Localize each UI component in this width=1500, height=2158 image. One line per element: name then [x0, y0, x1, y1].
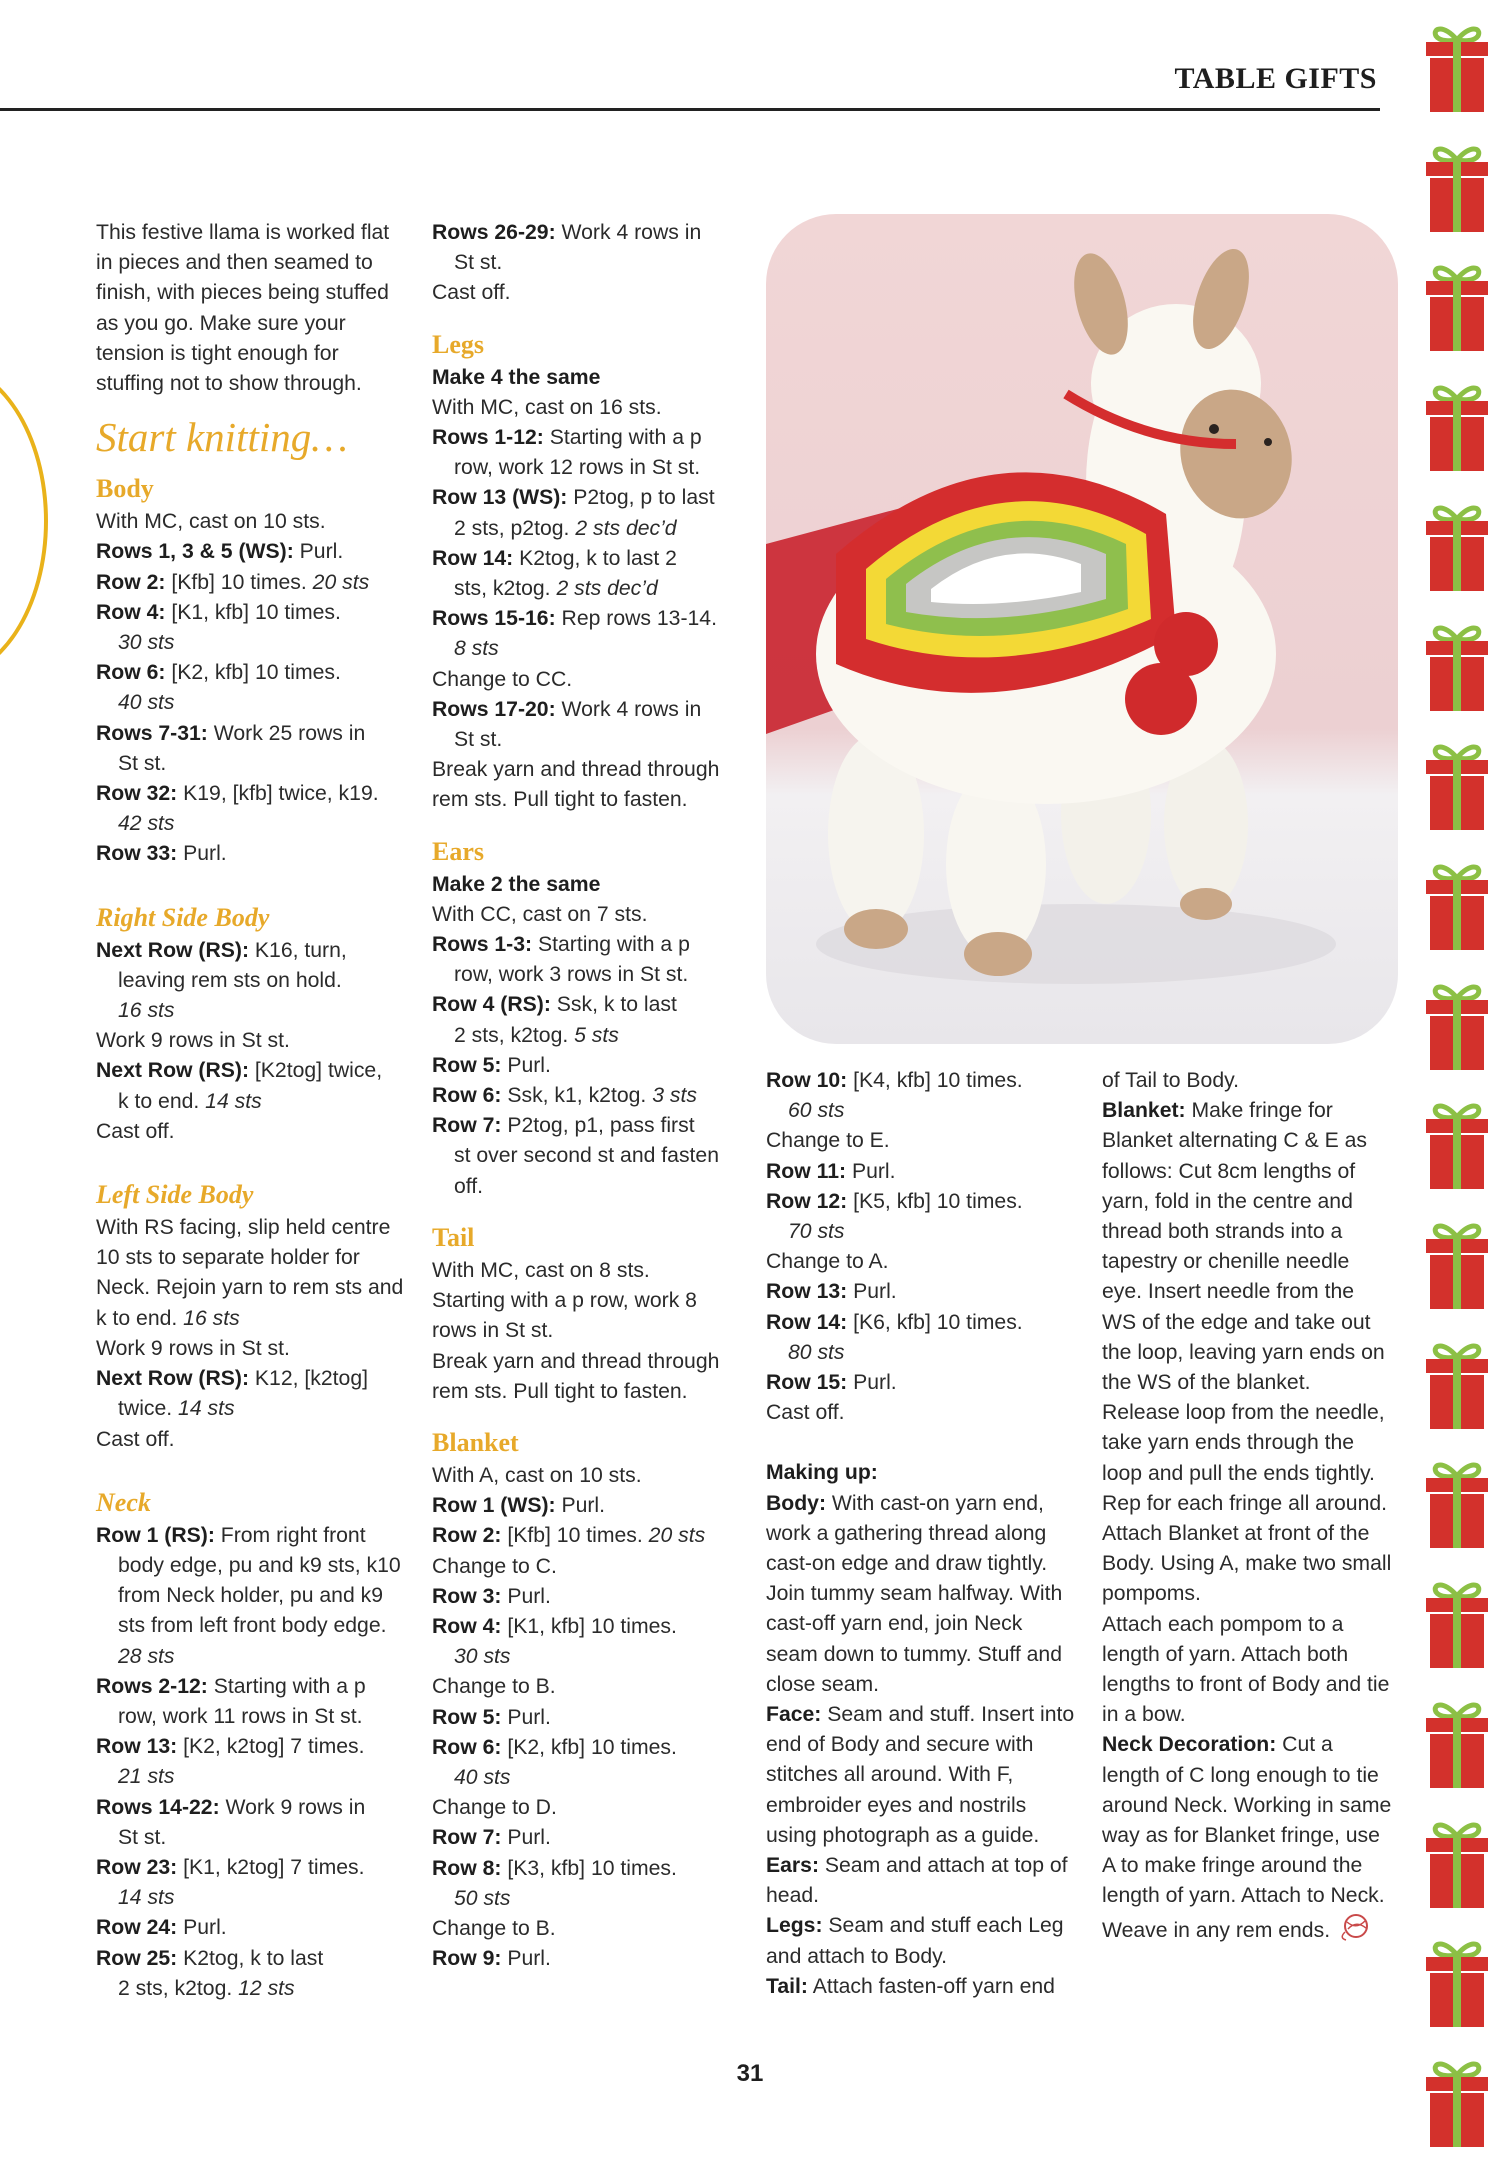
- legs-line: Row 14: K2tog, k to last 2: [432, 546, 677, 570]
- making-up-line: Weave in any rem ends.: [1102, 1912, 1392, 1951]
- blanket-line: 30 sts: [454, 1645, 511, 1669]
- blanket-line: 60 sts: [788, 1099, 845, 1123]
- page-number: 31: [736, 2060, 764, 2087]
- body-line: Rows 7-31: Work 25 rows in: [96, 721, 366, 745]
- making-up-body: Body: With cast-on yarn end, work a gathering thread along cast-on edge and draw tightly. Join tummy seam halfway. With cast-off yarn end, join Neck seam down to tummy. Stuff and close seam.: [766, 1491, 1063, 1696]
- body-line: Row 32: K19, [kfb] twice, k19.: [96, 782, 379, 806]
- column-3: [766, 1066, 1080, 2002]
- blanket-line: Row 7: Purl.: [432, 1826, 551, 1850]
- neck-line: Rows 2-12: Starting with a p: [96, 1674, 366, 1698]
- body-line: 40 sts: [118, 691, 175, 715]
- ears-line: row, work 3 rows in St st.: [454, 963, 689, 987]
- making-up-line: Attach Blanket at front of the Body. Using A, make two small pompoms.: [1102, 1522, 1392, 1606]
- gift-box-icon: [1414, 1933, 1500, 2033]
- body-line: Row 33: Purl.: [96, 842, 227, 866]
- gift-box-icon: [1414, 1694, 1500, 1794]
- making-up-face: Face: Seam and stuff. Insert into end of Body and secure with stitches all around. With F, embroider eyes and nostrils using photograph as a guide.: [766, 1703, 1075, 1847]
- making-up-neck: Neck Decoration: Cut a length of C long enough to tie around Neck. Working in same way as for Blanket fringe, use A to make fringe around the length of yarn. Attach to Neck.: [1102, 1733, 1392, 1908]
- gift-box-icon: [1414, 138, 1500, 238]
- blanket-line: With A, cast on 10 sts.: [432, 1463, 642, 1487]
- neck-line: 21 sts: [118, 1765, 175, 1789]
- blanket-line: Change to B.: [432, 1675, 556, 1699]
- legs-line: Rows 15-16: Rep rows 13-14.: [432, 607, 717, 631]
- gift-box-icon: [1414, 1574, 1500, 1674]
- blanket-line: Row 13: Purl.: [766, 1280, 897, 1304]
- neck-line: body edge, pu and k9 sts, k10 from Neck holder, pu and k9 sts from left front body edge. 28 sts: [118, 1553, 401, 1668]
- gift-box-icon: [1414, 617, 1500, 717]
- left-side-line: twice. 14 sts: [118, 1397, 235, 1421]
- blanket-line: Row 3: Purl.: [432, 1584, 551, 1608]
- making-up-blanket: Blanket: Make fringe for Blanket alternating C & E as follows: Cut 8cm lengths of yarn, fold in the centre and thread both strands into a tapestry or chenille needle eye. Insert needle from the WS of the edge and take out the loop, leaving yarn ends on the WS of the blanket. Release loop from the needle, take yarn ends through the loop and pull the ends tightly. Rep for each fringe all around.: [1102, 1099, 1388, 1515]
- blanket-line: Row 8: [K3, kfb] 10 times.: [432, 1856, 677, 1880]
- column-2: [432, 218, 744, 1974]
- right-side-line: Next Row (RS): K16, turn,: [96, 938, 347, 962]
- blanket-line: Row 10: [K4, kfb] 10 times.: [766, 1069, 1023, 1092]
- gift-box-icon: [1414, 736, 1500, 836]
- blanket-line: 50 sts: [454, 1886, 511, 1910]
- gift-box-icon: [1414, 1335, 1500, 1435]
- legs-line: Rows 1-12: Starting with a p: [432, 426, 702, 450]
- tail-line: Break yarn and thread through rem sts. Pull tight to fasten.: [432, 1349, 720, 1403]
- blanket-line: Row 15: Purl.: [766, 1371, 897, 1395]
- neck-line: Row 23: [K1, k2tog] 7 times.: [96, 1855, 365, 1879]
- column-1: [96, 218, 406, 2004]
- making-up-tail: Tail: Attach fasten-off yarn end: [766, 1974, 1055, 1998]
- legs-line: Rows 17-20: Work 4 rows in: [432, 697, 702, 721]
- neck-line: row, work 11 rows in St st.: [118, 1704, 363, 1728]
- blanket-line: Row 2: [Kfb] 10 times. 20 sts: [432, 1524, 706, 1548]
- ears-line: Rows 1-3: Starting with a p: [432, 933, 690, 957]
- legs-line: Change to CC.: [432, 667, 573, 691]
- ears-line: 2 sts, k2tog. 5 sts: [454, 1023, 619, 1047]
- neck-line: 2 sts, k2tog. 12 sts: [118, 1976, 295, 2000]
- yarn-ball-icon: [1336, 1912, 1372, 1951]
- blanket-line: Row 11: Purl.: [766, 1159, 896, 1183]
- right-side-line: k to end. 14 sts: [118, 1089, 262, 1113]
- gift-box-icon: [1414, 377, 1500, 477]
- blanket-line: Row 9: Purl.: [432, 1947, 551, 1971]
- blanket-line: Row 4: [K1, kfb] 10 times.: [432, 1614, 677, 1638]
- tail-heading: Tail: [432, 1222, 475, 1252]
- left-side-line: With RS facing, slip held centre 10 sts to separate holder for Neck. Rejoin yarn to rem sts and k to end. 16 sts: [96, 1216, 404, 1330]
- making-up-line: Attach each pompom to a length of yarn. Attach both lengths to front of Body and tie in a bow.: [1102, 1612, 1390, 1727]
- body-line: St st.: [118, 751, 167, 775]
- llama-photo: [766, 214, 1398, 1044]
- blanket-line: Row 14: [K6, kfb] 10 times.: [766, 1310, 1023, 1334]
- right-side-heading: Right Side Body: [96, 902, 270, 932]
- body-line: Row 2: [Kfb] 10 times. 20 sts: [96, 570, 370, 594]
- blanket-heading: Blanket: [432, 1427, 519, 1457]
- ears-line: Row 5: Purl.: [432, 1053, 551, 1077]
- right-side-line: leaving rem sts on hold.: [118, 968, 342, 992]
- making-up-ears: Ears: Seam and attach at top of head.: [766, 1854, 1068, 1908]
- blanket-line: Change to A.: [766, 1250, 889, 1274]
- blanket-line: Change to B.: [432, 1916, 556, 1940]
- ears-line: Row 7: P2tog, p1, pass first: [432, 1114, 695, 1138]
- neck-line: Rows 14-22: Work 9 rows in: [96, 1795, 366, 1819]
- body-heading: Body: [96, 474, 154, 504]
- body-line: Rows 1, 3 & 5 (WS): Purl.: [96, 540, 344, 564]
- left-side-line: Work 9 rows in St st.: [96, 1336, 290, 1360]
- left-side-line: Cast off.: [96, 1427, 175, 1451]
- ears-line: With CC, cast on 7 sts.: [432, 902, 648, 926]
- gift-box-icon: [1414, 1095, 1500, 1195]
- legs-heading: Legs: [432, 329, 484, 359]
- body-line: Row 4: [K1, kfb] 10 times.: [96, 600, 341, 624]
- right-side-line: Cast off.: [96, 1119, 175, 1143]
- gift-box-icon: [1414, 497, 1500, 597]
- ears-line: Row 4 (RS): Ssk, k to last: [432, 993, 677, 1017]
- blanket-line: Row 5: Purl.: [432, 1705, 551, 1729]
- body-line: Row 6: [K2, kfb] 10 times.: [96, 661, 341, 685]
- legs-line: With MC, cast on 16 sts.: [432, 395, 662, 419]
- neck-line: Row 13: [K2, k2tog] 7 times.: [96, 1735, 365, 1759]
- column-4: [1102, 1066, 1392, 1951]
- ears-line: Row 6: Ssk, k1, k2tog. 3 sts: [432, 1084, 697, 1108]
- legs-line: Row 13 (WS): P2tog, p to last: [432, 486, 715, 510]
- blanket-line: 40 sts: [454, 1765, 511, 1789]
- tail-line: Starting with a p row, work 8 rows in St st.: [432, 1289, 697, 1343]
- blanket-line: Row 1 (WS): Purl.: [432, 1494, 606, 1518]
- left-side-line: Next Row (RS): K12, [k2tog]: [96, 1367, 368, 1391]
- header-rule: [0, 108, 1380, 111]
- blanket-line: Cast off.: [766, 1401, 845, 1425]
- neck-line: Cast off.: [432, 281, 511, 305]
- blanket-line: 70 sts: [788, 1220, 845, 1244]
- gift-box-icon: [1414, 257, 1500, 357]
- decorative-arc: [0, 362, 48, 680]
- making-up-line: of Tail to Body.: [1102, 1069, 1240, 1092]
- right-side-line: 16 sts: [118, 999, 175, 1023]
- ears-heading: Ears: [432, 836, 484, 866]
- ears-line: st over second st and fasten off.: [454, 1144, 719, 1198]
- left-side-heading: Left Side Body: [96, 1180, 254, 1210]
- blanket-line: 80 sts: [788, 1340, 845, 1364]
- making-up-heading: Making up:: [766, 1461, 878, 1485]
- legs-line: Break yarn and thread through rem sts. Pull tight to fasten.: [432, 758, 720, 812]
- tail-line: With MC, cast on 8 sts.: [432, 1258, 650, 1282]
- neck-line: Row 24: Purl.: [96, 1916, 227, 1940]
- legs-line: St st.: [454, 728, 503, 752]
- gift-box-icon: [1414, 976, 1500, 1076]
- neck-line: Rows 26-29: Work 4 rows in: [432, 221, 702, 244]
- blanket-line: Change to E.: [766, 1129, 890, 1153]
- legs-subheading: Make 4 the same: [432, 365, 601, 389]
- gift-box-icon: [1414, 1814, 1500, 1914]
- body-line: 30 sts: [118, 631, 175, 655]
- neck-line: 14 sts: [118, 1886, 175, 1910]
- gift-box-icon: [1414, 1454, 1500, 1554]
- right-side-line: Next Row (RS): [K2tog] twice,: [96, 1059, 383, 1083]
- neck-line: Row 25: K2tog, k to last: [96, 1946, 324, 1970]
- gift-box-icon: [1414, 856, 1500, 956]
- blanket-line: Change to C.: [432, 1554, 557, 1578]
- gift-box-icon: [1414, 18, 1500, 118]
- neck-line: Row 1 (RS): From right front: [96, 1523, 366, 1547]
- body-line: With MC, cast on 10 sts.: [96, 510, 326, 534]
- gift-box-icon: [1414, 1215, 1500, 1315]
- neck-heading: Neck: [96, 1487, 151, 1517]
- blanket-line: Row 12: [K5, kfb] 10 times.: [766, 1189, 1023, 1213]
- blanket-line: Row 6: [K2, kfb] 10 times.: [432, 1735, 677, 1759]
- intro-text: This festive llama is worked flat in pieces and then seamed to finish, with pieces being stuffed as you go. Make sure your tension is tight enough for stuffing not to show through.: [96, 221, 390, 396]
- right-side-line: Work 9 rows in St st.: [96, 1029, 290, 1053]
- making-up-legs: Legs: Seam and stuff each Leg and attach to Body.: [766, 1914, 1064, 1968]
- legs-line: 8 sts: [454, 637, 499, 661]
- gift-border: [1414, 18, 1500, 2121]
- start-heading: Start knitting…: [96, 414, 348, 461]
- body-line: 42 sts: [118, 812, 175, 836]
- neck-line: St st.: [118, 1825, 167, 1849]
- neck-line: St st.: [454, 251, 503, 275]
- legs-line: sts, k2tog. 2 sts dec’d: [454, 577, 658, 601]
- section-title: TABLE GIFTS: [1174, 62, 1377, 95]
- legs-line: row, work 12 rows in St st.: [454, 456, 701, 480]
- legs-line: 2 sts, p2tog. 2 sts dec’d: [454, 516, 677, 540]
- blanket-line: Change to D.: [432, 1796, 557, 1820]
- ears-subheading: Make 2 the same: [432, 872, 601, 896]
